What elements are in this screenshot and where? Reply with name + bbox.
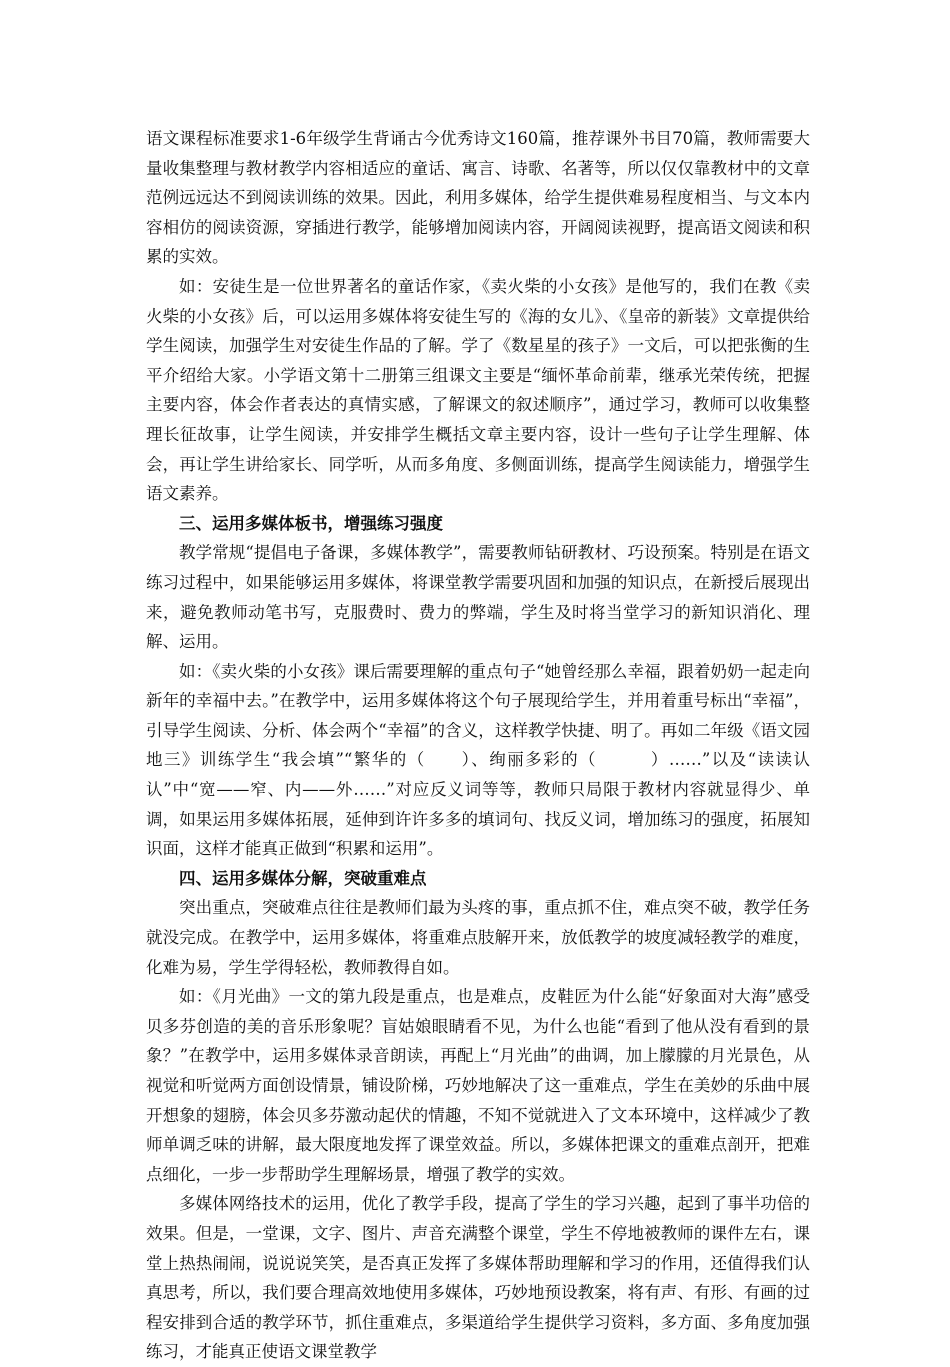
body-paragraph: 突出重点，突破难点往往是教师们最为头疼的事，重点抓不住，难点突不破，教学任务就没完成。在教学中，运用多媒体，将重难点肢解开来，放低教学的坡度减轻教学的难度，化难为易，学生学得轻松，教师教得自如。 [146, 898, 810, 977]
body-paragraph: 多媒体网络技术的运用，优化了教学手段，提高了学生的学习兴趣，起到了事半功倍的效果。但是，一堂课，文字、图片、声音充满整个课堂，学生不停地被教师的课件左右，课堂上热热闹闹，说说说笑笑，是否真正发挥了多媒体帮助理解和学习的作用，还值得我们认真思考，所以，我们要合理高效地使用多媒体，巧妙地预设教案，将有声、有形、有画的过程安排到合适的教学环节，抓住重难点，多渠道给学生提供学习资料，多方面、多角度加强练习，才能真正使语文课堂教学 [146, 1194, 810, 1362]
document-page [146, 124, 810, 1367]
section-heading: 三、运用多媒体板书，增强练习强度 [179, 513, 443, 533]
body-paragraph: 如：《卖火柴的小女孩》课后需要理解的重点句子“她曾经那么幸福，跟着奶奶一起走向新年的幸福中去。”在教学中，运用多媒体将这个句子展现给学生，并用着重号标出“幸福”，引导学生阅读、分析、体会两个“幸福”的含义，这样教学快捷、明了。再如二年级《语文园地三》训练学生“我会填”“繁华的（ ）、绚丽多彩的（ ）……”以及“读读认认”中“宽——窄、内——外……”对应反义词等等，教师只局限于教材内容就显得少、单调，如果运用多媒体拓展，延伸到许许多多的填词句、找反义词，增加练习的强度，拓展知识面，这样才能真正做到“积累和运用”。 [146, 661, 810, 859]
section-heading: 四、运用多媒体分解，突破重难点 [179, 868, 427, 888]
body-paragraph: 语文课程标准要求1-6年级学生背诵古今优秀诗文160篇，推荐课外书目70篇，教师需要大量收集整理与教材教学内容相适应的童话、寓言、诗歌、名著等，所以仅仅靠教材中的文章范例远远达不到阅读训练的效果。因此，利用多媒体，给学生提供难易程度相当、与文本内容相仿的阅读资源，穿插进行教学，能够增加阅读内容，开阔阅读视野，提高语文阅读和积累的实效。 [146, 129, 810, 267]
body-paragraph: 如：《月光曲》一文的第九段是重点，也是难点，皮鞋匠为什么能“好象面对大海”感受贝多芬创造的美的音乐形象呢？盲姑娘眼睛看不见，为什么也能“看到了他从没有看到的景象？”在教学中，运用多媒体录音朗读，再配上“月光曲”的曲调，加上朦朦的月光景色，从视觉和听觉两方面创设情景，铺设阶梯，巧妙地解决了这一重难点，学生在美妙的乐曲中展开想象的翅膀，体会贝多芬激动起伏的情趣，不知不觉就进入了文本环境中，这样减少了教师单调乏味的讲解，最大限度地发挥了课堂效益。所以，多媒体把课文的重难点剖开，把难点细化，一步一步帮助学生理解场景，增强了教学的实效。 [146, 987, 810, 1184]
body-paragraph: 如：安徒生是一位世界著名的童话作家，《卖火柴的小女孩》是他写的，我们在教《卖火柴的小女孩》后，可以运用多媒体将安徒生写的《海的女儿》、《皇帝的新装》文章提供给学生阅读，加强学生对安徒生作品的了解。学了《数星星的孩子》一文后，可以把张衡的生平介绍给大家。小学语文第十二册第三组课文主要是“缅怀革命前辈，继承光荣传统，把握主要内容，体会作者表达的真情实感，了解课文的叙述顺序”，通过学习，教师可以收集整理长征故事，让学生阅读，并安排学生概括文章主要内容，设计一些句子让学生理解、体会，再让学生讲给家长、同学听，从而多角度、多侧面训练，提高学生阅读能力，增强学生语文素养。 [146, 276, 810, 504]
body-paragraph: 教学常规“提倡电子备课，多媒体教学”，需要教师钻研教材、巧设预案。特别是在语文练习过程中，如果能够运用多媒体，将课堂教学需要巩固和加强的知识点，在新授后展现出来，避免教师动笔书写，克服费时、费力的弊端，学生及时将当堂学习的新知识消化、理解、运用。 [146, 543, 810, 652]
